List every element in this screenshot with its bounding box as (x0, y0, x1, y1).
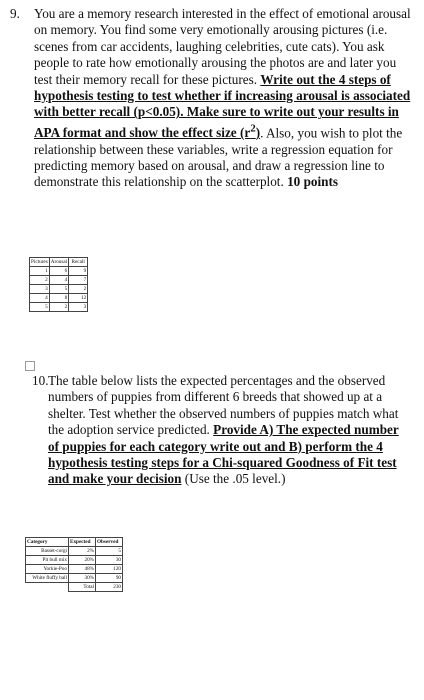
table-cell: 5 (30, 303, 50, 312)
table-cell: 3 (30, 285, 50, 294)
table-row (30, 285, 88, 294)
total-value: 230 (96, 583, 123, 592)
table-row (30, 303, 88, 312)
table-cell: Pit bull mix (26, 556, 69, 565)
puppy-breeds-table (25, 537, 123, 592)
table-cell: 8 (49, 294, 68, 303)
table-cell: 5 (96, 547, 123, 556)
question-9-rest: . Also, you wish to plot the relationship between these variables, write a regression equation for predicting memory based on arousal, and draw a regression line to demonstrate this relationship on the scatterplot. (34, 125, 403, 190)
question-10 (32, 373, 406, 488)
table-cell: Basset-corgi (26, 547, 69, 556)
question-9-number: 9. (10, 6, 20, 21)
table-cell: 4 (49, 276, 68, 285)
table-cell: 4 (30, 294, 50, 303)
table-cell: 1 (30, 267, 50, 276)
table-header-cell: Arousal (50, 259, 68, 265)
table-cell: 9 (69, 267, 88, 276)
table-row (26, 556, 123, 565)
table-header-cell: Expected (69, 538, 96, 547)
table-cell: 20% (69, 556, 96, 565)
table-cell: 90 (96, 574, 123, 583)
table-header-cell: Recall (69, 258, 88, 267)
table-total-row (26, 583, 123, 592)
table-row (26, 547, 123, 556)
empty-checkbox[interactable] (25, 361, 35, 371)
table-cell: 5 (49, 285, 68, 294)
table-cell: 2 (69, 285, 88, 294)
table-header-cell: Category (26, 538, 69, 547)
table-header-cell: Observed (96, 538, 123, 547)
table-cell: 120 (96, 565, 123, 574)
table-header-row (26, 538, 123, 547)
table-row (30, 267, 88, 276)
question-9-points: 10 points (287, 174, 339, 190)
total-label: Total (69, 583, 96, 592)
table-row (30, 294, 88, 303)
question-9-instruction: Write out the 4 steps of hypothesis testing to test whether if increasing arousal is associated with better recall (p<0.05). Make sure to write out your results in APA format and show the effect size $(r^2)$ (34, 71, 411, 141)
table-cell: 2 (49, 303, 68, 312)
table-header-cell: Pictures (31, 259, 48, 265)
question-10-tail: (Use the .05 level.) (181, 471, 286, 487)
table-cell: 3 (69, 303, 88, 312)
table-cell: 30% (69, 574, 96, 583)
question-10-text: The table below lists the expected percentages and the observed numbers of puppies from different 6 breeds that showed up at a shelter. Test whether the observed numbers of puppies match what the adoption service predicted. (48, 373, 399, 438)
table-cell: 2% (69, 547, 96, 556)
table-cell: 7 (69, 276, 88, 285)
table-cell: 12 (69, 294, 88, 303)
question-9-intro: You are a memory research interested in the effect of emotional arousal on memory. You find some very emotionally arousing pictures (i.e. scenes from car accidents, laughing celebrities, cute cats). You ask people to rate how emotionally arousing the photos are and later you test their memory recall for these pictures. (34, 6, 411, 87)
table-row (30, 276, 88, 285)
arousal-recall-table (29, 257, 88, 312)
table-empty-cell (26, 583, 69, 592)
table-header-row (30, 258, 88, 267)
table-row (26, 574, 123, 583)
table-cell: Yorkie-Poo (26, 565, 69, 574)
table-cell: 48% (69, 565, 96, 574)
question-9 (10, 6, 412, 191)
question-10-instruction: Provide A) The expected number of puppies for each category write out and B) perform the 4 hypothesis testing steps for a Chi-squared Goodness of Fit test and make your decision (48, 422, 399, 487)
question-10-number: 10. (32, 373, 49, 388)
table-row (26, 565, 123, 574)
table-cell: 2 (30, 276, 50, 285)
table-cell: 30 (96, 556, 123, 565)
table-cell: White fluffy ball (26, 574, 69, 583)
table-cell: 6 (49, 267, 68, 276)
